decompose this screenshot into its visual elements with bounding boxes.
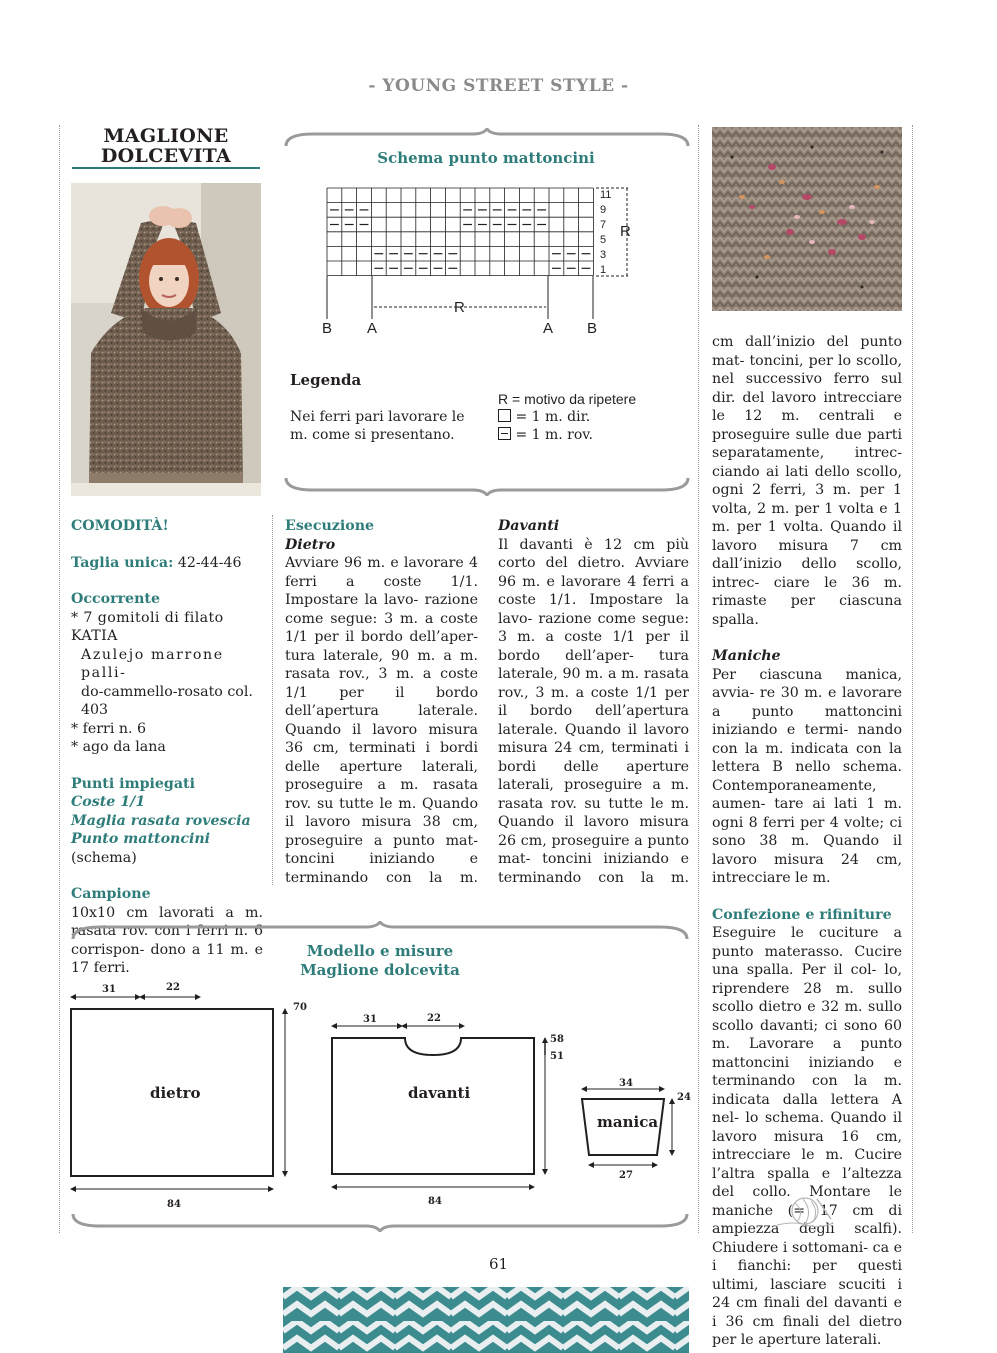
dim-label: 24 [677,1092,691,1103]
stitch-chart [318,186,648,341]
front-column [498,517,689,889]
column-divider [272,515,273,885]
material-item: * ferri n. 6 [71,720,147,737]
marker-b: B [322,320,333,337]
back-label: dietro [150,1084,201,1102]
knit-swatch-photo [712,127,902,311]
repeat-label-bottom: R [454,299,465,316]
finishing-text: Eseguire le cuciture a punto materasso. Cucire una spalla. Per il col- lo, riprendere 28 m. sullo scollo dietro e 32 m. sullo scollo davanti; ci sono 60 m. Lavorare a punto mattoncini iniziando e terminando con la m. indicata dalla lettera A nel- lo schema. Quando il lavoro misura 16 cm, intrecciare le m. Cucire l’altra spalla e l’altezza del collo. Montare le maniche (= 17 cm di ampiezza degli scalfi). Chiudere i sottomani- ca e i fianchi: per questi ultimi, lasciare scuciti i 24 cm finali del davanti e i 36 cm finali del dietro per le aperture laterali. [712,925,902,1348]
knit-band-decoration [283,1287,689,1353]
stitch-item: Coste 1/1 [71,794,146,810]
purl-square-icon [498,427,511,440]
stitches-heading: Punti impiegati [71,775,195,792]
row-number: 9 [600,204,607,216]
front-text: Il davanti è 12 cm più corto del dietro. Avviare 96 m. e lavorare 4 ferri a coste 1/1. Impostare la lavo- razione come segue: 3 m. a coste 1/1 per il bordo dell’aper- tura laterale, 90 m. a m. rasata rov., 3 m. a coste 1/1 per il bordo dell’apertura laterale. Quando il lavoro misura 24 cm, terminati i bordi delle aperture laterali, proseguire a m. rasata rov. su tutte le m. Quando il lavoro misura 26 cm, proseguire a punto mat- toncini iniziando e terminando con la m. [498,536,689,886]
dim-label: 51 [550,1051,564,1062]
row-number: 7 [600,219,607,231]
marker-a: A [543,320,554,337]
yarn-ball-icon [775,1195,835,1229]
legend-title: Legenda [290,371,362,389]
material-item: Azulejo marrone palli- [81,646,224,681]
column-divider [912,125,913,1233]
back-text: Avviare 96 m. e lavorare 4 ferri a coste 1/1. Impostare la lavo- razione come segue: 3 m. a coste 1/1 per il bordo dell’aper- tura laterale, 90 m. a m. rasata rov., 3 m. a coste 1/1 per il bordo dell’apertura laterale. Quando il lavoro misura 36 cm, terminati i bordi delle aperture laterali, proseguire a m. rasata rov. su tutte le m. Quando il lavoro misura 38 cm, proseguire a punto mat- toncini iniziando e terminando con la m. [285,555,478,886]
knit-square-icon [498,409,511,422]
stitch-item: Punto mattoncini (schema) [71,831,211,866]
row-number: 1 [600,264,607,276]
front-label: davanti [408,1084,471,1102]
page-title [72,126,260,166]
execution-column [285,517,478,889]
legend-repeat: R = motivo da ripetere [498,391,637,407]
dim-label: 27 [619,1170,633,1181]
dim-label: 34 [619,1078,633,1089]
left-column [71,517,263,978]
dim-label: 84 [428,1196,442,1207]
row-number: 3 [600,249,607,261]
sample-heading: Campione [71,886,151,902]
page-number: 61 [488,1255,509,1273]
material-item: * 7 gomitoli di filato KATIA [71,609,224,644]
garment-schematic [60,975,700,1215]
title-line-1: MAGLIONE [103,125,229,147]
material-item: * ago da lana [71,739,166,755]
repeat-label-side: R [620,223,631,240]
sleeves-text: Per ciascuna manica, avvia- re 30 m. e lavorare a punto mattoncini iniziando e termi- nando con la m. indicata con la lettera B nello schema. Contemporaneamente, aumen- tare ai lati 1 m. ogni 8 ferri per 4 volte; ci sono 38 m. Quando il lavoro misura 24 cm, intrecciare le m. [712,666,902,886]
schema-top-brace [283,128,691,148]
sleeve-label: manica [597,1113,659,1131]
legend-knit: = 1 m. dir. [498,408,590,426]
comfort-label: COMODITÀ! [71,518,169,534]
row-number: 11 [600,189,612,201]
materials-heading: Occorrente [71,591,160,607]
model-title: Modello e misure Maglione dolcevita [300,942,460,979]
schema-bottom-brace [283,476,691,496]
neckline-text: cm dall’inizio del punto mat- toncini, per lo scollo, nel successivo ferro sul dir. del lavoro intrecciare le 12 m. centrali e proseguire sulle due parti separatamente, intrec- ciando ai lati dello scollo, ogni 2 ferri, 3 m. per 1 volta, 2 m. per 1 volta e 1 m. per 1 volta. Quando il lavoro misura 7 cm dall’inizio dello scollo, intrec- ciare le 36 m. rimaste per ciascuna spalla. [712,334,902,628]
dim-label: 58 [550,1034,564,1045]
model-top-brace [70,921,690,941]
running-header: - YOUNG STREET STYLE - [368,76,629,96]
model-photo [71,183,261,496]
dim-label: 84 [167,1199,181,1210]
title-underline [72,167,260,169]
model-bottom-brace [70,1212,690,1232]
marker-a: A [367,320,378,337]
execution-heading: Esecuzione [285,518,375,534]
schema-title: Schema punto mattoncini [377,149,595,167]
marker-b: B [587,320,598,337]
material-item: do-cammello-rosato col. 403 [81,683,253,718]
title-line-2: DOLCEVITA [100,145,232,167]
front-heading: Davanti [498,518,560,534]
dim-label: 22 [166,982,180,993]
sleeves-heading: Maniche [712,648,781,664]
legend-note: Nei ferri pari lavorare le m. come si presentano. [290,409,465,443]
sample-text: 10x10 cm lavorati a m. rasata rov. con i ferri n. 6 corrispon- dono a 11 m. e 17 ferri. [71,904,263,976]
stitch-item: Maglia rasata rovescia [71,812,251,829]
dim-label: 70 [293,1002,307,1013]
row-number: 5 [600,234,607,246]
front-panel [332,1038,534,1174]
finishing-heading: Confezione e rifiniture [712,906,892,923]
legend-purl: = 1 m. rov. [498,426,593,444]
dim-label: 22 [427,1013,441,1024]
dim-label: 31 [102,984,116,995]
back-heading: Dietro [285,536,336,553]
size-line: Taglia unica: 42-44-46 [71,554,242,571]
dim-label: 31 [363,1014,377,1025]
